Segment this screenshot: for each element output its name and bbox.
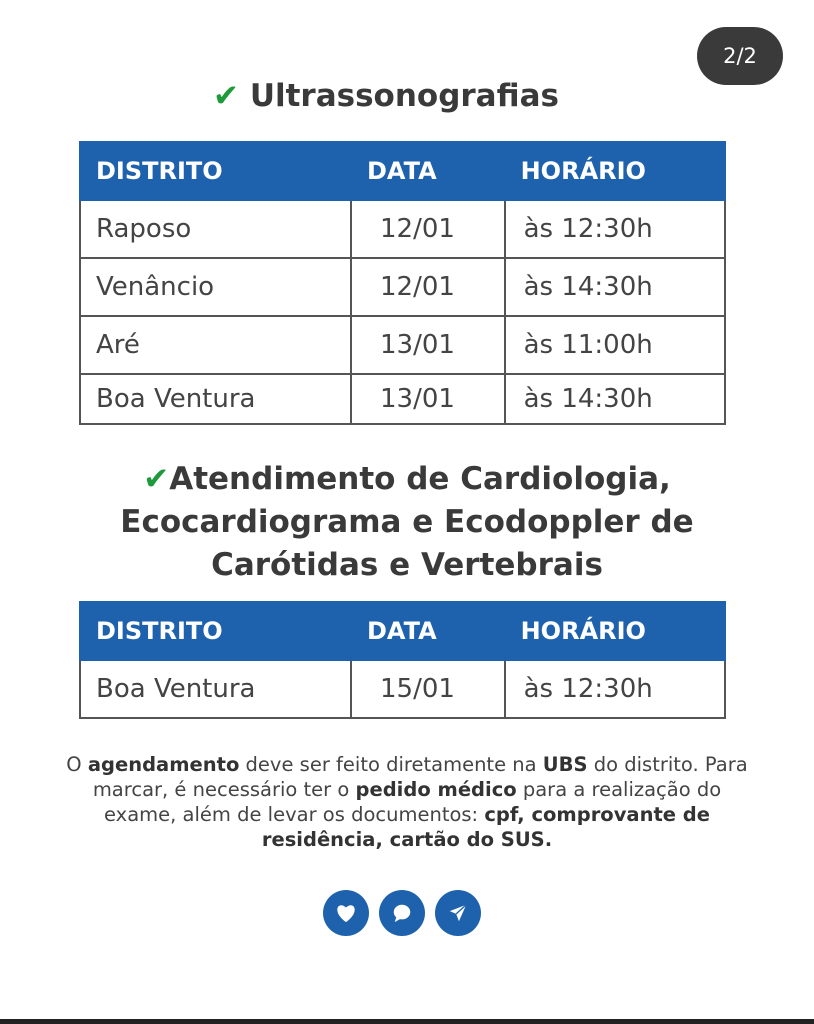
header-horario: HORÁRIO xyxy=(505,602,725,660)
cell-horario: às 11:00h xyxy=(505,316,725,374)
note-text: O xyxy=(66,753,88,776)
heart-icon xyxy=(335,903,357,923)
bottom-bar xyxy=(0,1019,814,1024)
section1-title-text: Ultrassonografias xyxy=(249,78,559,114)
header-distrito: DISTRITO xyxy=(80,142,351,200)
header-data: DATA xyxy=(351,602,505,660)
ultrasound-table xyxy=(79,141,726,425)
cell-distrito: Boa Ventura xyxy=(80,660,351,718)
section1-title xyxy=(0,78,772,114)
cell-data: 15/01 xyxy=(351,660,505,718)
table-row xyxy=(80,374,725,424)
table-header xyxy=(80,142,725,200)
header-data: DATA xyxy=(351,142,505,200)
send-icon xyxy=(447,902,469,924)
section2-title-line: Ecocardiograma e Ecodoppler de xyxy=(120,504,694,540)
cell-horario: às 12:30h xyxy=(505,660,725,718)
table-row xyxy=(80,258,725,316)
note-text: para a realização do exame, além de levar os documentos: xyxy=(104,778,722,826)
note-bold: pedido médico xyxy=(355,778,517,801)
section2-title-line: Atendimento de Cardiologia, xyxy=(169,461,671,497)
cell-data: 12/01 xyxy=(351,200,505,258)
note-text: deve ser feito diretamente na xyxy=(239,753,543,776)
table-row xyxy=(80,660,725,718)
cell-distrito: Boa Ventura xyxy=(80,374,351,424)
note-bold: cpf, comprovante de residência, cartão do SUS. xyxy=(261,803,710,851)
section2-title xyxy=(60,458,754,587)
like-button[interactable] xyxy=(323,890,369,936)
note-bold: UBS xyxy=(542,753,588,776)
note-bold: agendamento xyxy=(87,753,240,776)
cell-distrito: Raposo xyxy=(80,200,351,258)
check-icon: ✔ xyxy=(143,461,170,497)
cell-horario: às 14:30h xyxy=(505,258,725,316)
action-icons xyxy=(323,890,481,936)
cell-horario: às 12:30h xyxy=(505,200,725,258)
comment-icon xyxy=(391,902,413,924)
cell-data: 13/01 xyxy=(351,316,505,374)
share-button[interactable] xyxy=(435,890,481,936)
table-row xyxy=(80,316,725,374)
table-row xyxy=(80,200,725,258)
cardiology-table xyxy=(79,601,726,719)
check-icon: ✔ xyxy=(213,78,240,114)
cell-distrito: Venâncio xyxy=(80,258,351,316)
note-text: do distrito. Para marcar, é necessário ter o xyxy=(92,753,748,801)
cell-distrito: Aré xyxy=(80,316,351,374)
cell-horario: às 14:30h xyxy=(505,374,725,424)
section2-title-line: Carótidas e Vertebrais xyxy=(211,547,603,583)
header-distrito: DISTRITO xyxy=(80,602,351,660)
scheduling-note xyxy=(60,752,754,852)
table-header xyxy=(80,602,725,660)
header-horario: HORÁRIO xyxy=(505,142,725,200)
cell-data: 12/01 xyxy=(351,258,505,316)
comment-button[interactable] xyxy=(379,890,425,936)
page-indicator: 2/2 xyxy=(697,27,783,85)
cell-data: 13/01 xyxy=(351,374,505,424)
